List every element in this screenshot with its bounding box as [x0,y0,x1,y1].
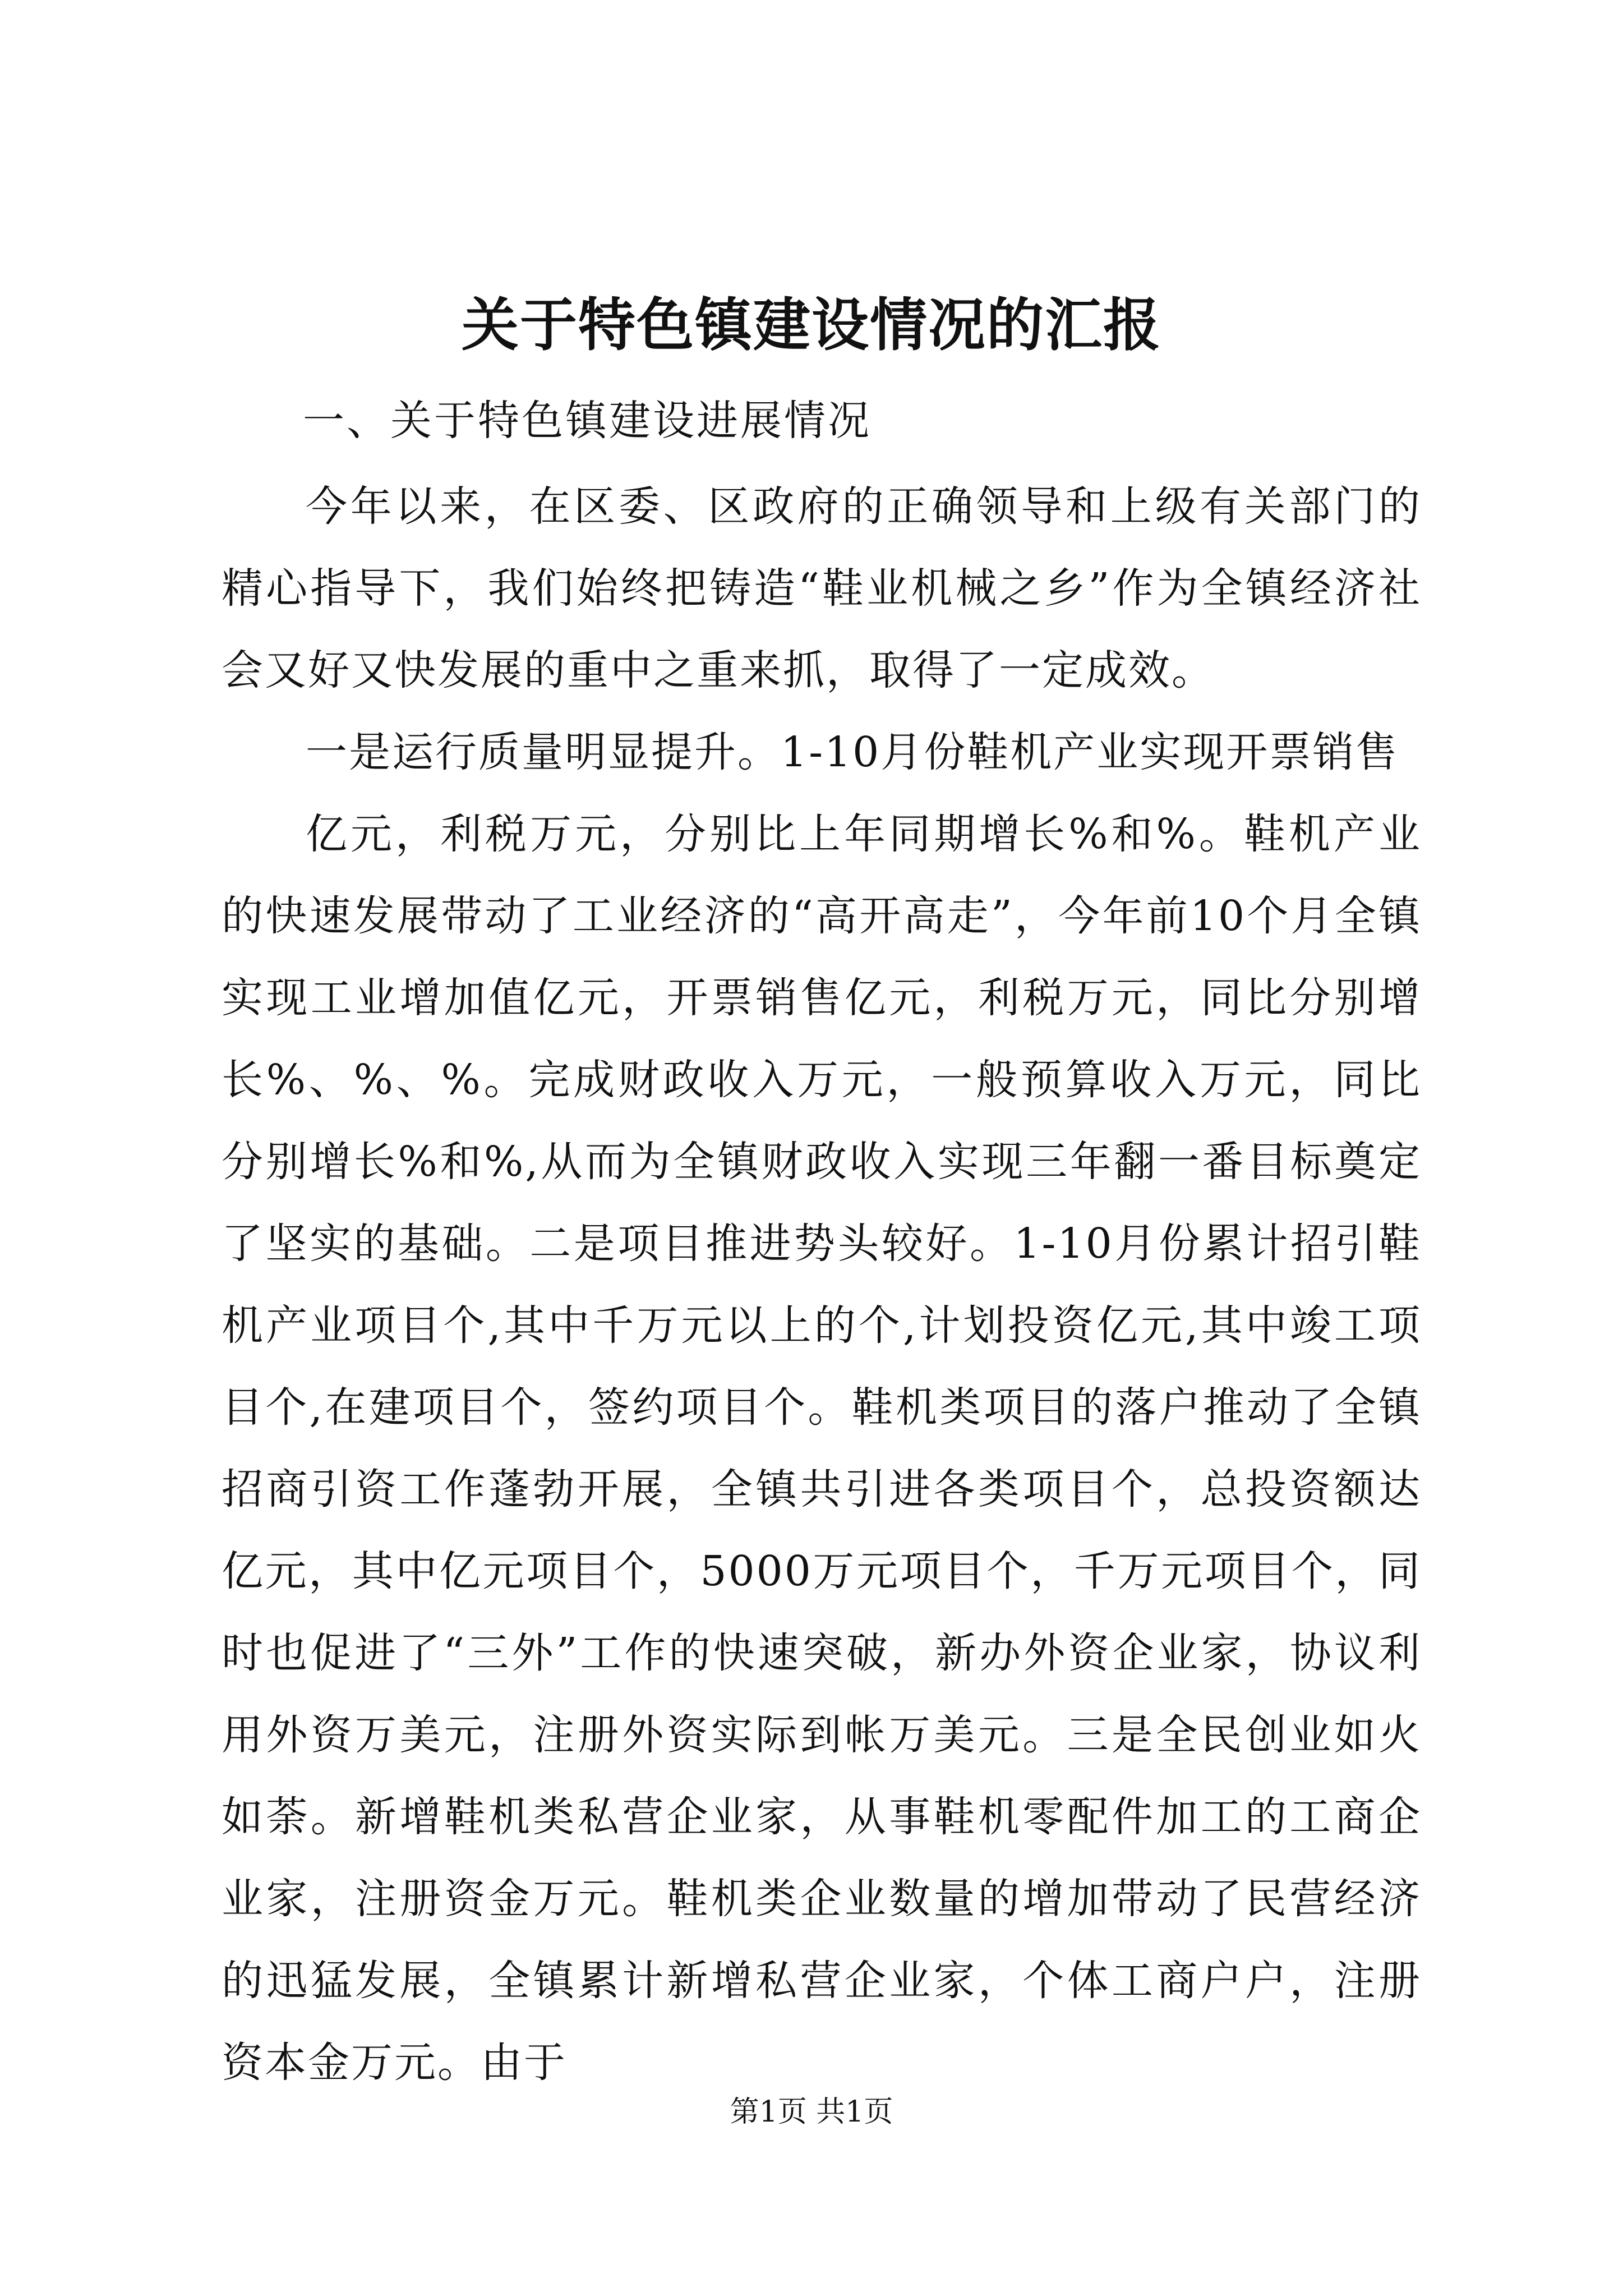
paragraph-body: 亿元，利税万元，分别比上年同期增长%和%。鞋机产业的快速发展带动了工业经济的“高开高走”，今年前10个月全镇实现工业增加值亿元，开票销售亿元，利税万元，同比分别增长%、%、%。完成财政收入万元，一般预算收入万元，同比分别增长%和%,从而为全镇财政收入实现三年翻一番目标奠定了坚实的基础。二是项目推进势头较好。1-10月份累计招引鞋机产业项目个,其中千万元以上的个,计划投资亿元,其中竣工项目个,在建项目个，签约项目个。鞋机类项目的落户推动了全镇招商引资工作蓬勃开展，全镇共引进各类项目个，总投资额达亿元，其中亿元项目个，5000万元项目个，千万元项目个，同时也促进了“三外”工作的快速突破，新办外资企业家，协议利用外资万美元，注册外资实际到帐万美元。三是全民创业如火如荼。新增鞋机类私营企业家，从事鞋机零配件加工的工商企业家，注册资金万元。鞋机类企业数量的增加带动了民营经济的迅猛发展，全镇累计新增私营企业家，个体工商户户，注册资本金万元。由于 [222,810,1422,2087]
section-heading: 一、关于特色镇建设进展情况 [303,397,872,445]
document-title: 关于特色镇建设情况的汇报 [462,292,1161,359]
paragraph-intro: 今年以来，在区委、区政府的正确领导和上级有关部门的精心指导下，我们始终把铸造“鞋业机械之乡”作为全镇经济社会又好又快发展的重中之重来抓，取得了一定成效。 [222,482,1422,694]
page-footer: 第1页 共1页 [730,2095,893,2129]
paragraph-point-one: 一是运行质量明显提升。1-10月份鞋机产业实现开票销售 [306,728,1399,776]
